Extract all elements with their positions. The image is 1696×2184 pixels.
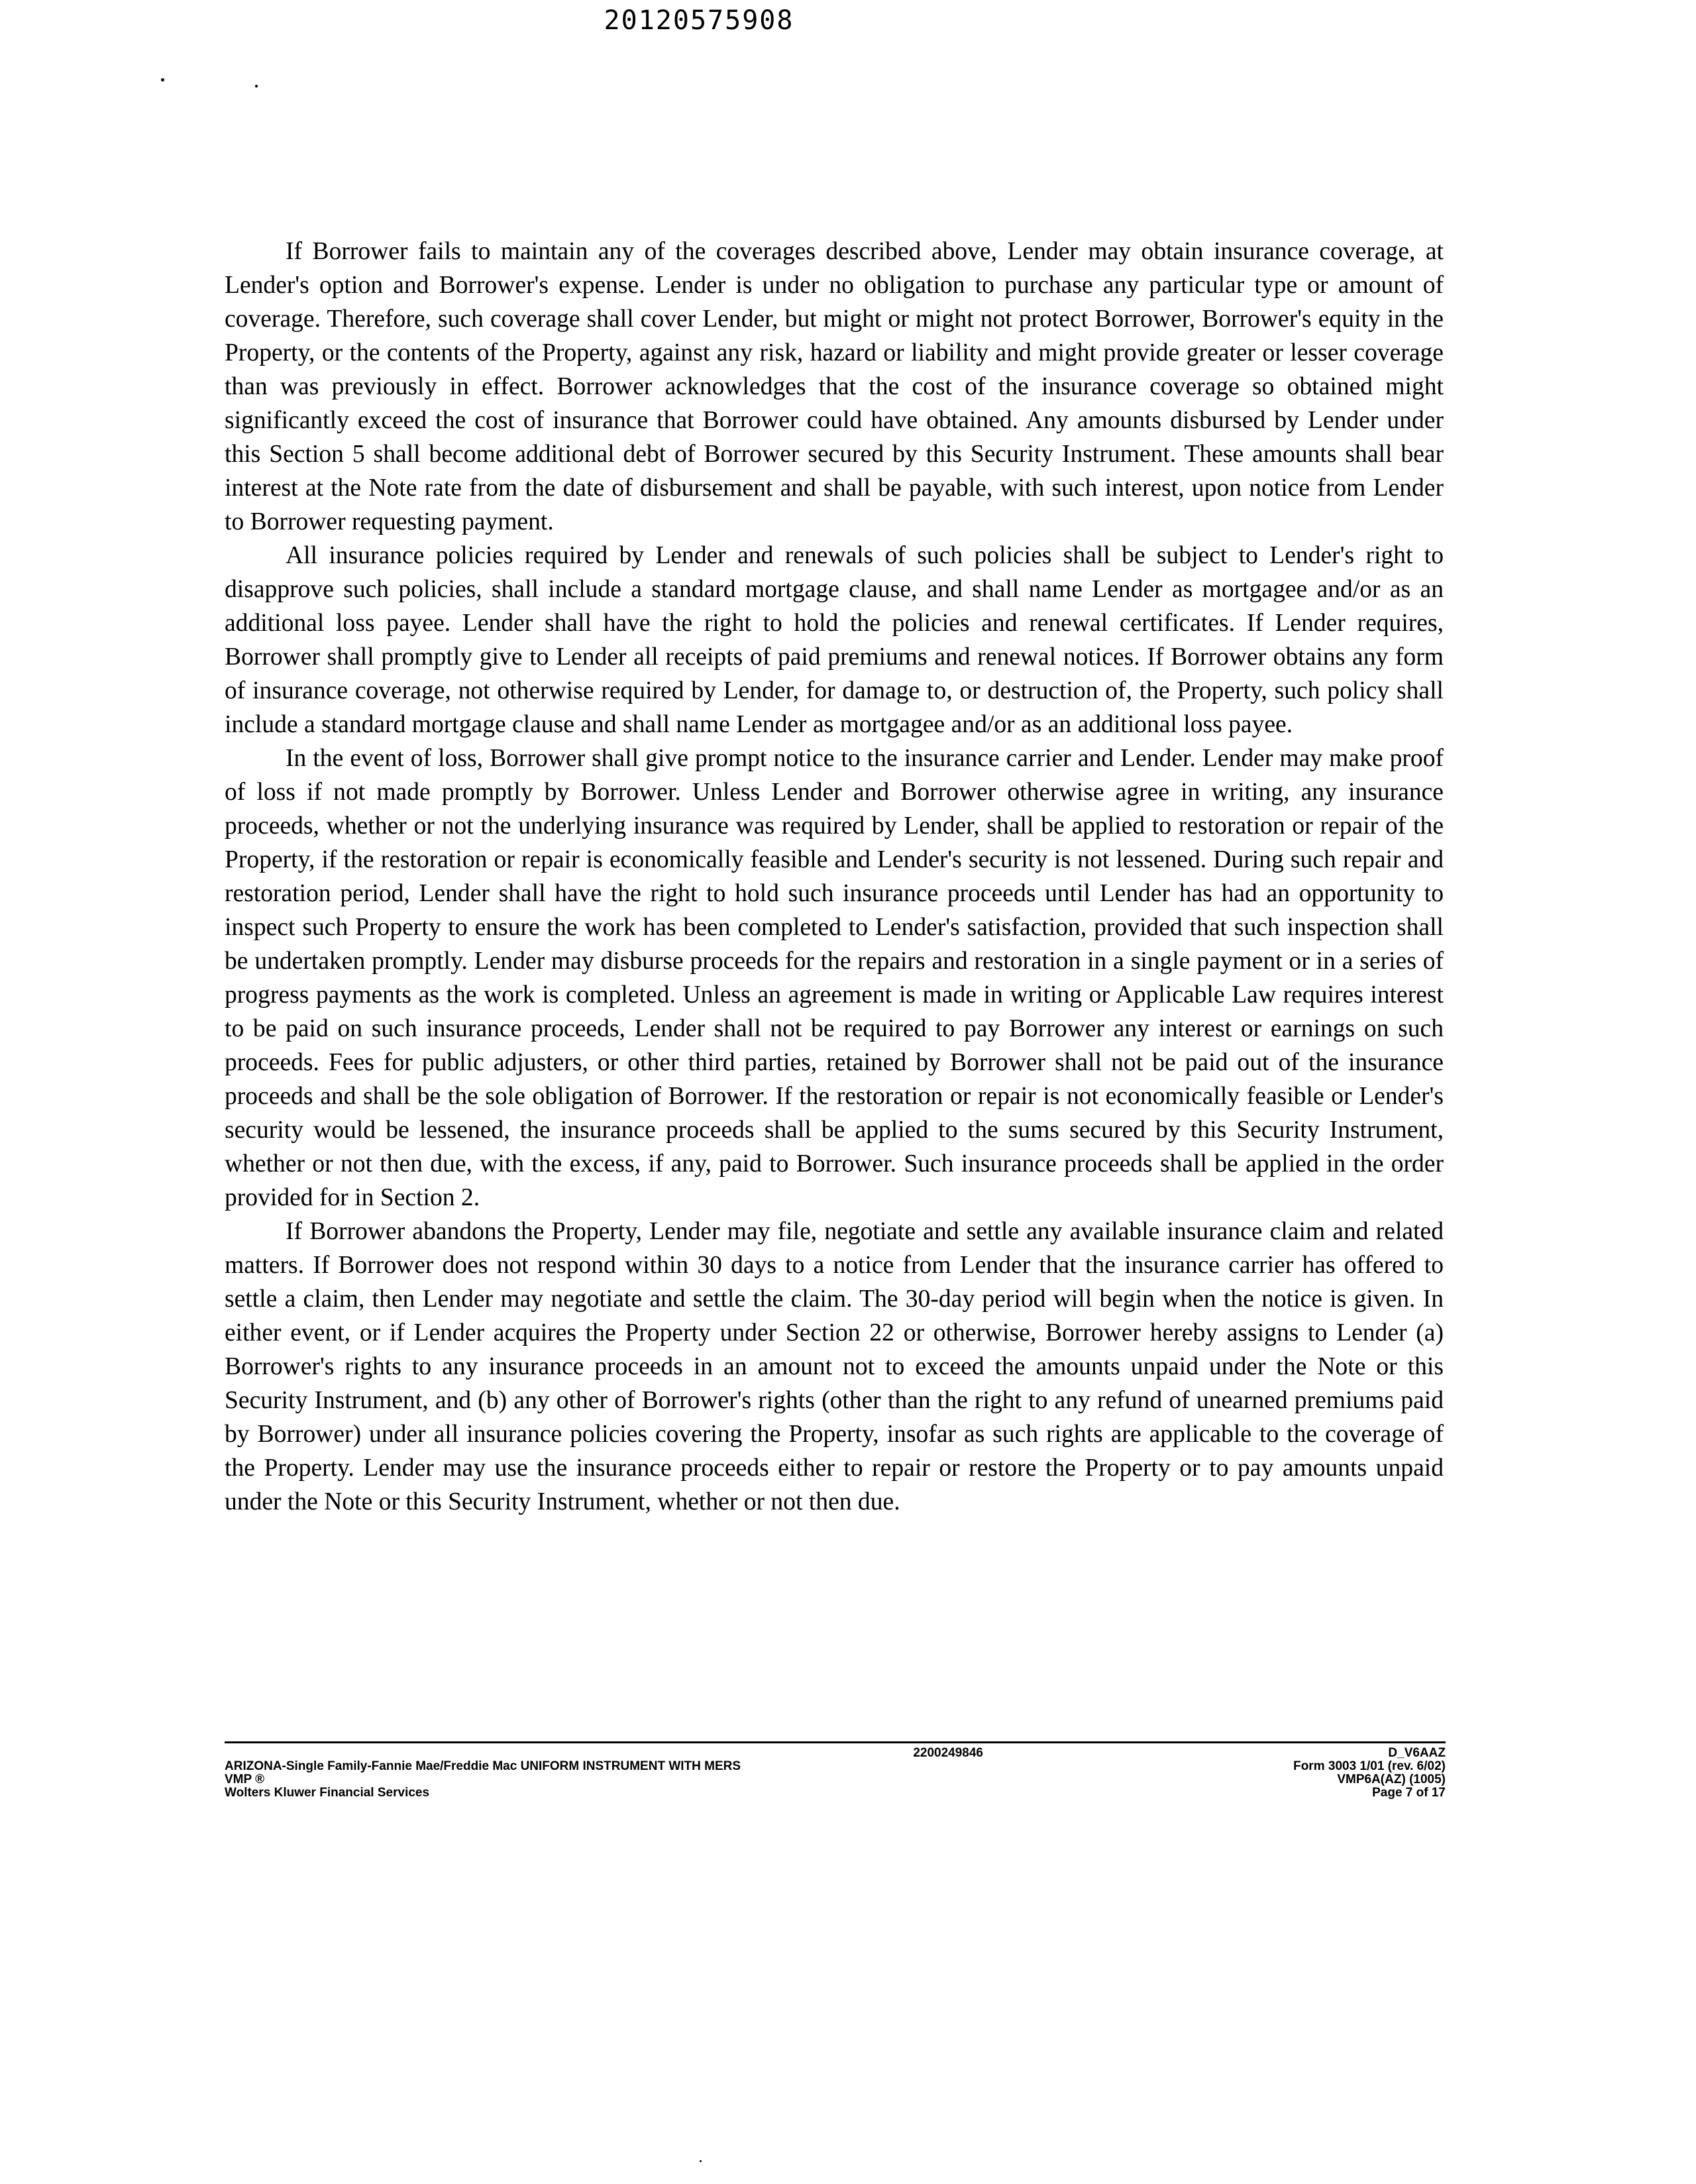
form-title: ARIZONA-Single Family-Fannie Mae/Freddie Mac UNIFORM INSTRUMENT WITH MERS <box>225 1759 741 1773</box>
footer-left-block <box>225 1747 1020 1800</box>
form-number: Form 3003 1/01 (rev. 6/02) <box>1293 1759 1446 1773</box>
paragraph-abandonment: If Borrower abandons the Property, Lender may file, negotiate and settle any available insurance claim and related matters. If Borrower does not respond within 30 days to a notice from Lender that the insurance carrier has offered to settle a claim, then Lender may negotiate and settle the claim. The 30-day period will begin when the notice is given. In either event, or if Lender acquires the Property under Section 22 or otherwise, Borrower hereby assigns to Lender (a) Borrower's rights to any insurance proceeds in an amount not to exceed the amounts unpaid under the Note or this Security Instrument, and (b) any other of Borrower's rights (other than the right to any refund of unearned premiums paid by Borrower) under all insurance policies covering the Property, insofar as such rights are applicable to the coverage of the Property. Lender may use the insurance proceeds either to repair or restore the Property or to pay amounts unpaid under the Note or this Security Instrument, whether or not then due. <box>225 1218 1444 1515</box>
document-code: D_V6AAZ <box>1388 1746 1446 1760</box>
document-number: 20120575908 <box>604 5 794 36</box>
scan-speck <box>700 2160 702 2162</box>
document-body <box>225 235 1444 1519</box>
footer-right-block <box>1114 1747 1446 1800</box>
scan-speck <box>161 78 164 82</box>
scan-speck <box>255 85 258 87</box>
footer-divider <box>225 1741 1446 1743</box>
publisher: Wolters Kluwer Financial Services <box>225 1786 430 1800</box>
paragraph-insurance-coverage: If Borrower fails to maintain any of the coverages described above, Lender may obtain insurance coverage, at Lender's option and Borrower's expense. Lender is under no obligation to purchase any particular type or amount of coverage. Therefore, such coverage shall cover Lender, but might or might not protect Borrower, Borrower's equity in the Property, or the contents of the Property, against any risk, hazard or liability and might provide greater or lesser coverage than was previously in effect. Borrower acknowledges that the cost of the insurance coverage so obtained might significantly exceed the cost of insurance that Borrower could have obtained. Any amounts disbursed by Lender under this Section 5 shall become additional debt of Borrower secured by this Security Instrument. These amounts shall bear interest at the Note rate from the date of disbursement and shall be payable, with such interest, upon notice from Lender to Borrower requesting payment. <box>225 238 1444 535</box>
loan-number: 2200249846 <box>913 1746 983 1760</box>
vmp-label: VMP ® <box>225 1773 265 1786</box>
vmp-code: VMP6A(AZ) (1005) <box>1337 1773 1446 1786</box>
page-number: Page 7 of 17 <box>1372 1786 1446 1800</box>
paragraph-insurance-policies: All insurance policies required by Lender and renewals of such policies shall be subject to Lender's right to disapprove such policies, shall include a standard mortgage clause, and shall name Lender as mortgagee and/or as an additional loss payee. Lender shall have the right to hold the policies and renewal certificates. If Lender requires, Borrower shall promptly give to Lender all receipts of paid premiums and renewal notices. If Borrower obtains any form of insurance coverage, not otherwise required by Lender, for damage to, or destruction of, the Property, such policy shall include a standard mortgage clause and shall name Lender as mortgagee and/or as an additional loss payee. <box>225 542 1444 738</box>
paragraph-event-of-loss: In the event of loss, Borrower shall give prompt notice to the insurance carrier and Lender. Lender may make proof of loss if not made promptly by Borrower. Unless Lender and Borrower otherwise agree in writing, any insurance proceeds, whether or not the underlying insurance was required by Lender, shall be applied to restoration or repair of the Property, if the restoration or repair is economically feasible and Lender's security is not lessened. During such repair and restoration period, Lender shall have the right to hold such insurance proceeds until Lender has had an opportunity to inspect such Property to ensure the work has been completed to Lender's satisfaction, provided that such inspection shall be undertaken promptly. Lender may disburse proceeds for the repairs and restoration in a single payment or in a series of progress payments as the work is completed. Unless an agreement is made in writing or Applicable Law requires interest to be paid on such insurance proceeds, Lender shall not be required to pay Borrower any interest or earnings on such proceeds. Fees for public adjusters, or other third parties, retained by Borrower shall not be paid out of the insurance proceeds and shall be the sole obligation of Borrower. If the restoration or repair is not economically feasible or Lender's security would be lessened, the insurance proceeds shall be applied to the sums secured by this Security Instrument, whether or not then due, with the excess, if any, paid to Borrower. Such insurance proceeds shall be applied in the order provided for in Section 2. <box>225 745 1444 1211</box>
